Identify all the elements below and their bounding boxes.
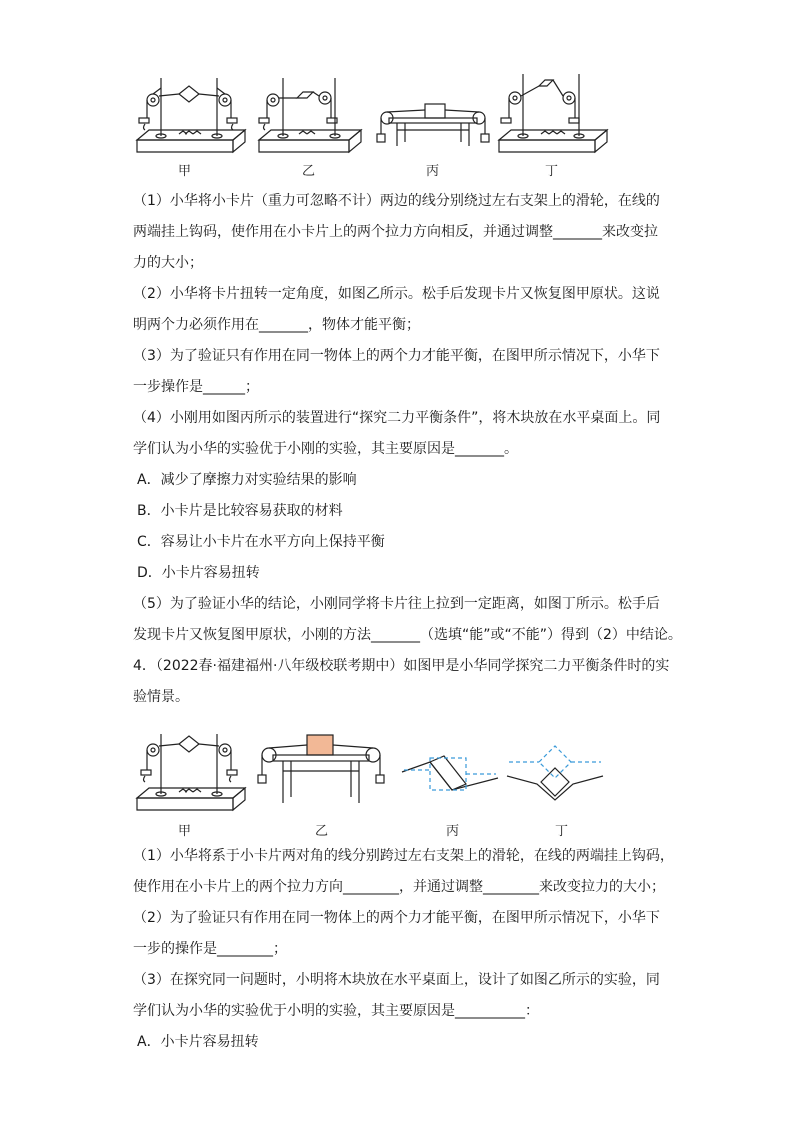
q4-line-3: （2）为了验证只有作用在同一物体上的两个力才能平衡，在图甲所示情况下，小华下 — [133, 910, 660, 926]
q3-option-d: D．小卡片容易扭转 — [137, 565, 260, 581]
q4-figure-yi — [255, 733, 388, 808]
q4-line-5: （3）在探究同一问题时，小明将木块放在水平桌面上，设计了如图乙所示的实验，同 — [133, 972, 660, 988]
q3-line-3: 力的大小； — [133, 255, 203, 271]
q3-line-6: （3）为了验证只有作用在同一物体上的两个力才能平衡，在图甲所示情况下，小华下 — [133, 348, 660, 364]
q3-line-4: （2）小华将卡片扭转一定角度，如图乙所示。松手后发现卡片又恢复图甲原状。这说 — [133, 286, 660, 302]
q4-stem-line-2: 验情景。 — [133, 689, 189, 705]
q4-line-1: （1）小华将系于小卡片两对角的线分别跨过左右支架上的滑轮，在线的两端挂上钩码， — [133, 848, 674, 864]
q3-option-c: C．容易让小卡片在水平方向上保持平衡 — [137, 534, 385, 550]
q4-option-a: A．小卡片容易扭转 — [137, 1034, 259, 1050]
wood-block — [307, 735, 333, 755]
q3-caption-ding: 丁 — [545, 164, 559, 179]
q4-caption-bing: 丙 — [446, 824, 460, 839]
q4-caption-yi: 乙 — [315, 824, 329, 839]
q3-line-2: 两端挂上钩码，使作用在小卡片上的两个拉力方向相反，并通过调整_______来改变拉 — [133, 224, 658, 240]
q3-option-a: A．减少了摩擦力对实验结果的影响 — [137, 472, 357, 488]
q3-line-7: 一步操作是______； — [133, 379, 259, 395]
q3-line-15: 发现卡片又恢复图甲原状，小刚的方法_______（选填“能”或“不能”）得到（2）中结论。 — [133, 627, 682, 643]
q4-figure-jia — [133, 728, 248, 813]
q3-caption-jia: 甲 — [178, 164, 192, 179]
q3-line-14: （5）为了验证小华的结论，小刚同学将卡片往上拉到一定距离，如图丁所示。松手后 — [133, 596, 660, 612]
q3-line-5: 明两个力必须作用在_______，物体才能平衡； — [133, 317, 420, 333]
q4-caption-ding: 丁 — [555, 824, 569, 839]
q3-figure-jia — [133, 68, 248, 156]
q3-line-9: 学们认为小华的实验优于小刚的实验，其主要原因是_______。 — [133, 441, 518, 457]
q3-figure-ding — [495, 68, 610, 156]
q4-line-4: 一步的操作是________； — [133, 941, 287, 957]
q3-option-b: B．小卡片是比较容易获取的材料 — [137, 503, 343, 519]
q4-figure-bing — [400, 748, 500, 803]
q3-caption-bing: 丙 — [426, 164, 440, 179]
q4-line-6: 学们认为小华的实验优于小明的实验，其主要原因是__________： — [133, 1003, 539, 1019]
q3-figure-yi — [255, 68, 365, 156]
q4-line-2: 使作用在小卡片上的两个拉力方向________，并通过调整________来改变拉力的大小； — [133, 879, 665, 895]
q3-caption-yi: 乙 — [302, 164, 316, 179]
q3-line-8: （4）小刚用如图丙所示的装置进行“探究二力平衡条件”，将木块放在水平桌面上。同 — [133, 410, 661, 426]
q4-stem-line-1: 4．（2022春·福建福州·八年级校联考期中）如图甲是小华同学探究二力平衡条件时的实 — [133, 658, 670, 674]
q3-line-1: （1）小华将小卡片（重力可忽略不计）两边的线分别绕过左右支架上的滑轮，在线的 — [133, 193, 660, 209]
q4-figure-ding — [505, 740, 605, 805]
q3-figure-bing — [375, 98, 490, 156]
q4-caption-jia: 甲 — [178, 824, 192, 839]
